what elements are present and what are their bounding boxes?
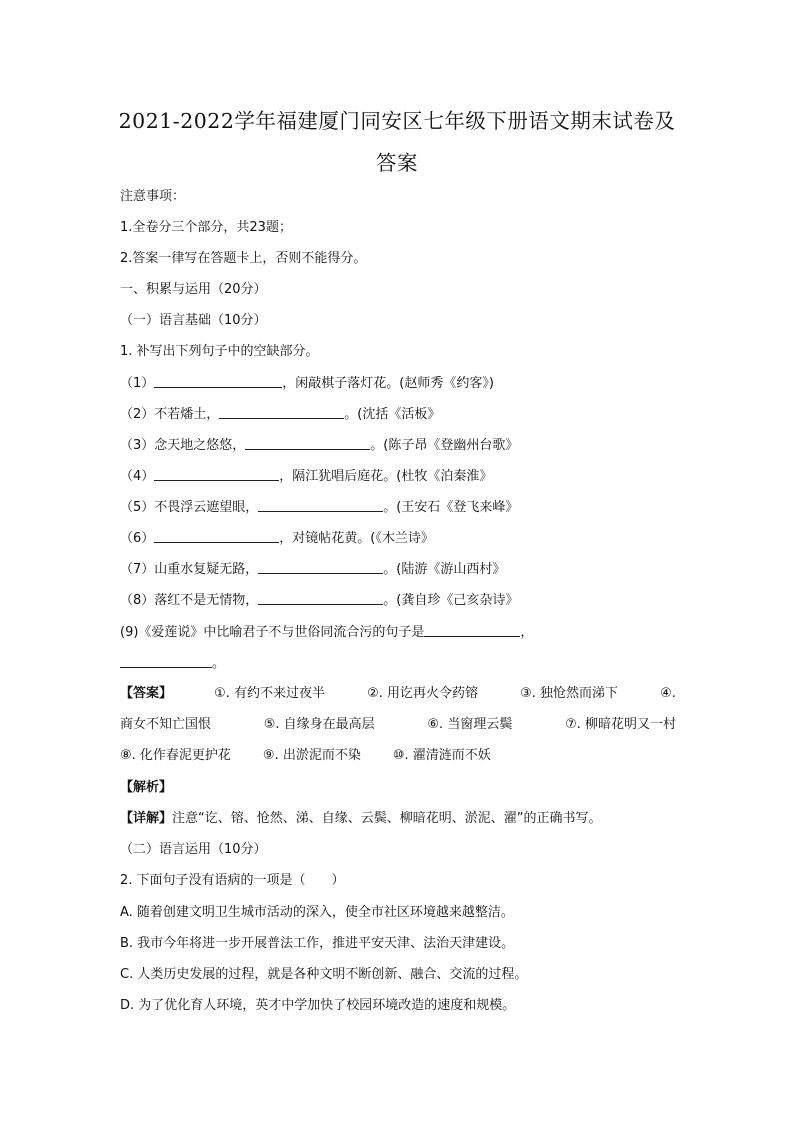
q1-item-3 (120, 437, 518, 454)
section-heading: 一、积累与运用（20分） (120, 282, 267, 297)
answer-item: ⑩. 濯清涟而不妖 (392, 748, 491, 763)
detail-label: 【详解】 (120, 811, 173, 826)
answer-item: ⑥. 当窗理云鬓 (427, 717, 513, 732)
answer-blank (258, 561, 383, 574)
answer-blank (245, 437, 370, 450)
answer-item: ⑦. 柳暗花明又一村 (565, 717, 676, 732)
q1-item-5-pre: （5）不畏浮云遮望眼， (120, 500, 259, 515)
q1-item-7 (120, 561, 505, 578)
q2-option-c: C. 人类历史发展的过程，就是各种文明不断创新、融合、交流的过程。 (120, 967, 528, 982)
subsection-heading-2: （二）语言运用（10分） (120, 842, 267, 857)
answer-blank (154, 530, 279, 543)
document-title-line1: 2021-2022学年福建厦门同安区七年级下册语文期末试卷及 (118, 109, 676, 133)
q1-item-9-pre: (9)《爱莲说》中比喻君子不与世俗同流合污的句子是 (120, 625, 425, 640)
answer-blank (120, 655, 212, 668)
detail-text: 注意“讫、镕、怆然、涕、自缘、云鬓、柳暗花明、淤泥、濯”的正确书写。 (172, 811, 602, 826)
subsection-heading-1: （一）语言基础（10分） (120, 313, 267, 328)
answer-item: ②. 用讫再火令药镕 (367, 686, 479, 701)
answers-row-3 (120, 748, 491, 764)
answer-blank (424, 624, 520, 637)
q1-item-6-pre: （6） (120, 531, 155, 546)
answer-label: 【答案】 (120, 686, 173, 701)
q1-item-7-post: 。(陆游《游山西村》 (383, 562, 506, 577)
answer-blank (258, 499, 383, 512)
notes-heading: 注意事项： (120, 189, 186, 204)
answer-item: ①. 有约不来过夜半 (214, 686, 326, 701)
answer-item: ⑧. 化作春泥更护花 (120, 748, 231, 763)
answer-item: ③. 独怆然而涕下 (520, 686, 619, 701)
q1-item-9-comma: ， (520, 625, 534, 640)
q1-item-2 (120, 406, 440, 423)
answer-item: ④. (660, 686, 676, 701)
question-1-stem: 1. 补写出下列句子中的空缺部分。 (120, 344, 319, 359)
q2-option-b: B. 我市今年将进一步开展普法工作，推进平安天津、法治天津建设。 (120, 936, 515, 951)
q1-item-4 (120, 468, 492, 485)
q1-item-9 (120, 624, 533, 641)
q2-option-a: A. 随着创建文明卫生城市活动的深入，使全市社区环境越来越整洁。 (120, 905, 514, 920)
answer-blank (219, 406, 344, 419)
q1-item-7-pre: （7）山重水复疑无路， (120, 562, 259, 577)
q1-item-8-post: 。(龚自珍《己亥杂诗》 (383, 593, 519, 608)
answers-row-2 (120, 717, 676, 733)
note-item-1: 1.全卷分三个部分，共23题； (120, 220, 292, 235)
q1-item-2-pre: （2）不若燔土， (120, 407, 220, 422)
q1-item-2-post: 。(沈括《活板》 (344, 407, 441, 422)
q1-item-8-pre: （8）落红不是无情物， (120, 593, 259, 608)
q1-item-6 (120, 530, 434, 547)
answer-item: ⑨. 出淤泥而不染 (262, 748, 361, 763)
answer-blank (154, 375, 282, 388)
q1-item-9-cont (120, 655, 225, 672)
answer-blank (258, 592, 383, 605)
answer-blank (154, 468, 279, 481)
q1-item-4-pre: （4） (120, 469, 155, 484)
q1-item-3-pre: （3）念天地之悠悠， (120, 438, 246, 453)
question-2-stem: 2. 下面句子没有语病的一项是（ ） (120, 873, 345, 888)
q1-item-6-post: ，对镜帖花黄。(《木兰诗》 (279, 531, 434, 546)
q1-item-5 (120, 499, 518, 516)
detail-explanation (120, 811, 602, 827)
q1-item-1-pre: （1） (120, 376, 155, 391)
q1-item-1 (120, 375, 494, 392)
q2-option-d: D. 为了优化育人环境，英才中学加快了校园环境改造的速度和规模。 (120, 998, 516, 1013)
q1-item-3-post: 。(陈子昂《登幽州台歌》 (370, 438, 519, 453)
note-item-2: 2.答案一律写在答题卡上，否则不能得分。 (120, 251, 367, 266)
answers-row-1 (120, 686, 676, 702)
q1-item-8 (120, 592, 518, 609)
answer-item: 商女不知亡国恨 (120, 717, 212, 732)
answer-item: ⑤. 自缘身在最高层 (263, 717, 375, 732)
q1-item-5-post: 。(王安石《登飞来峰》 (383, 500, 519, 515)
q1-item-4-post: ，隔江犹唱后庭花。(杜牧《泊秦淮》 (279, 469, 493, 484)
q1-item-9-end: 。 (212, 656, 226, 671)
analysis-label: 【解析】 (120, 780, 173, 795)
document-title-line2: 答案 (376, 151, 418, 175)
q1-item-1-post: ，闲敲棋子落灯花。(赵师秀《约客》) (282, 376, 494, 391)
